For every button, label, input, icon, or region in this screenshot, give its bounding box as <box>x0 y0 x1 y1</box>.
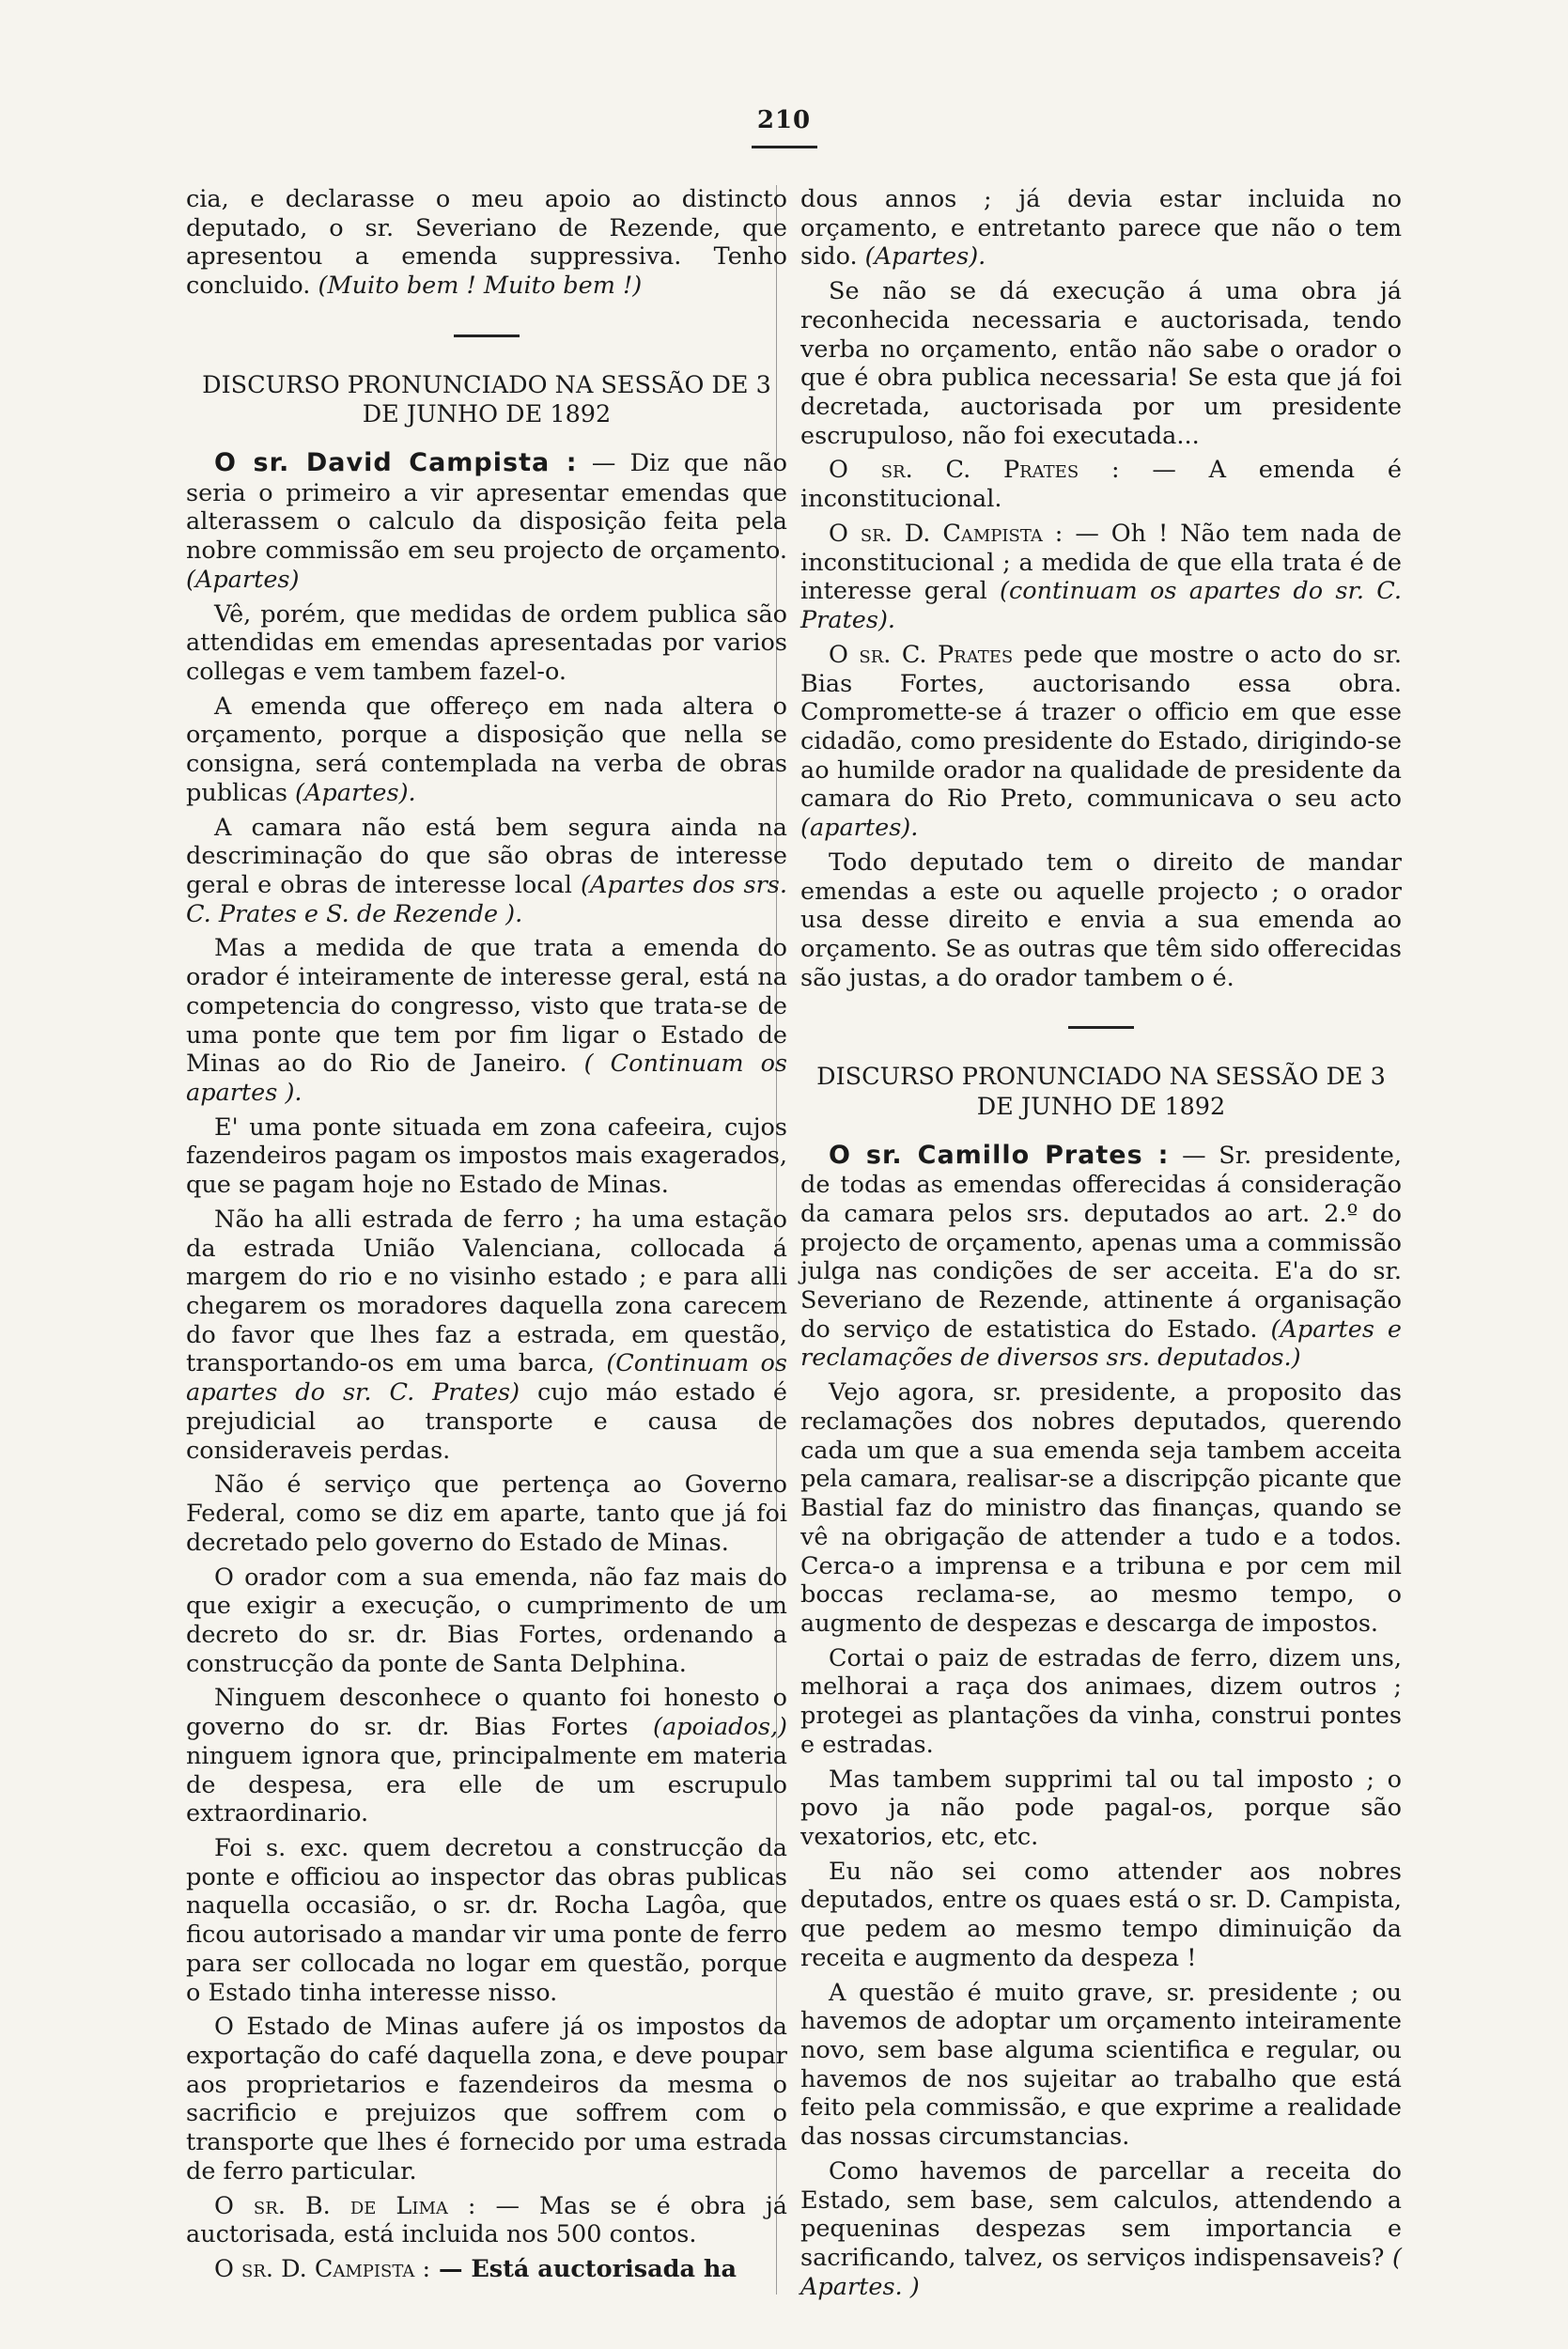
speaker-name: O sr. D. Campista : <box>829 519 1063 548</box>
aside-text: (Apartes). <box>287 778 416 807</box>
speaker-name: O sr. C. Prates : <box>829 456 1120 485</box>
paragraph-text: ninguem ignora que, principalmente em materia de despesa, era elle de um escrupulo extraordinario. <box>186 1741 787 1828</box>
aside-text: (Continuam os apartes do sr. C. Prates) <box>186 1349 787 1408</box>
aside-text: ( Continuam os apartes ). <box>186 1050 788 1107</box>
paragraph: Se não se dá execução á uma obra já reconhecida necessaria e auctorisada, tendo verba no orçamento, então não sabe o orador o que é obra publica necessaria! Se esta que já foi decretada, auctorisada por um presidente escrupuloso, não foi executada... <box>800 277 1402 450</box>
paragraph <box>800 641 1402 843</box>
aside-text: (Muito bem ! Muito bem !) <box>318 272 643 301</box>
paragraph <box>186 692 787 808</box>
section-rule <box>1068 1026 1134 1029</box>
paragraph-text: dous annos ; já devia estar incluida no orçamento, e entretanto parece que não o tem sido. <box>800 185 1402 272</box>
paragraph-text: cia, e declarasse o meu apoio ao distincto deputado, o sr. Severiano de Rezende, que apresentou a emenda suppressiva. Tenho concluido. <box>186 185 787 301</box>
paragraph <box>800 1141 1402 1374</box>
speaker-name: O sr. B. de Lima : <box>214 2191 476 2220</box>
paragraph-text: A camara não está bem segura ainda na descriminação do que são obras de interesse geral e obras de interesse local <box>186 813 787 899</box>
left-column <box>186 185 787 2290</box>
paragraph: Mas tambem supprimi tal ou tal imposto ; o povo ja não pode pagal-os, porque são vexatorios, etc, etc. <box>800 1765 1402 1851</box>
paragraph-text: — Diz que não seria o primeiro a vir apresentar emendas que alterassem o calculo da disposição feita pela nobre commissão em seu projecto de orçamento. <box>186 449 787 566</box>
aside-text: (Apartes e reclamações de diversos srs. deputados.) <box>800 1315 1402 1373</box>
paragraph <box>186 1684 787 1828</box>
paragraph-text: — Está auctorisada ha <box>430 2255 737 2284</box>
aside-text: (Apartes) <box>186 565 300 594</box>
aside-text: (Apartes). <box>857 242 986 272</box>
speaker-name: O sr. Camillo Prates : <box>829 1140 1170 1170</box>
paragraph: Eu não sei como attender aos nobres deputados, entre os quaes está o sr. D. Campista, que pedem ao mesmo tempo diminuição da receita e augmento da despeza ! <box>800 1857 1402 1972</box>
speech-heading: DISCURSO PRONUNCIADO NA SESSÃO DE 3 DE JUNHO DE 1892 <box>816 1063 1386 1121</box>
speaker-name: O sr. C. Prates <box>829 640 1014 669</box>
paragraph-text: cujo máo estado é prejudicial ao transporte e causa de consideraveis perdas. <box>186 1378 788 1465</box>
paragraph-text: pede que mostre o acto do sr. Bias Fortes, auctorisando essa obra. Compromette-se á trazer o officio em que esse cidadão, como presidente do Estado, dirigindo-se ao humilde orador na qualidade de presidente da camara do Rio Preto, communicava o seu acto <box>800 640 1403 814</box>
paragraph: Vê, porém, que medidas de ordem publica são attendidas em emendas apresentadas por varios collegas e vem tambem fazel-o. <box>186 599 787 686</box>
paragraph <box>186 2192 787 2249</box>
speaker-name: O sr. David Campista : <box>214 448 578 478</box>
paragraph-text: Mas a medida de que trata a emenda do orador é inteiramente de interesse geral, está na competencia do congresso, visto que trata-se de uma ponte que tem por fim ligar o Estado de Minas ao do Rio de Janeiro. <box>186 934 787 1079</box>
paragraph: Todo deputado tem o direito de mandar emendas a este ou aquelle projecto ; o orador usa desse direito e envia a sua emenda ao orçamento. Se as outras que têm sido offerecidas são justas, a do orador tambem o é. <box>800 848 1402 992</box>
paragraph <box>186 2255 787 2284</box>
paragraph: Não é serviço que pertença ao Governo Federal, como se diz em aparte, tanto que já foi decretado pelo governo do Estado de Minas. <box>186 1470 787 1557</box>
paragraph: Foi s. exc. quem decretou a construcção da ponte e officiou ao inspector das obras publicas naquella occasião, o sr. dr. Rocha Lagôa, que ficou autorisado a mandar vir uma ponte de ferro para ser collocada no logar em questão, porque o Estado tinha interesse nisso. <box>186 1833 787 2007</box>
page-number: 210 <box>756 106 812 134</box>
paragraph: Vejo agora, sr. presidente, a proposito das reclamações dos nobres deputados, querendo cada um que a sua emenda seja tambem acceita pela camara, realisar-se a discripção picante que Bastial faz do ministro das finanças, quando se vê na obrigação de attender a tudo e a todos. Cerca-o a imprensa e a tribuna e por cem mil boccas reclama-se, ao mesmo tempo, o augmento de despezas e descarga de impostos. <box>800 1378 1402 1638</box>
aside-text: (apoiados,) <box>628 1713 787 1742</box>
paragraph <box>800 456 1402 513</box>
aside-text: ( Apartes. ) <box>800 2244 1402 2301</box>
paragraph: Cortai o paiz de estradas de ferro, dizem uns, melhorai a raça dos animaes, dizem outros ; protegei as plantações da vinha, construi pontes e estradas. <box>800 1643 1402 1759</box>
paragraph <box>186 185 787 301</box>
paragraph <box>800 185 1402 272</box>
section-rule <box>454 334 520 337</box>
paragraph: A questão é muito grave, sr. presidente ; ou havemos de adoptar um orçamento inteiramente novo, sem base alguma scientifica e regular, ou havemos de nos sujeitar ao trabalho que está feito pela commissão, e que exprime a realidade das nossas circumstancias. <box>800 1978 1402 2152</box>
paragraph <box>800 520 1402 635</box>
paragraph-text: — Sr. presidente, de todas as emendas offerecidas á consideração da camara pelos srs. deputados ao art. 2.º do projecto de orçamento, apenas uma a commissão julga nas condições de ser acceita. E'a do sr. Severiano de Rezende, attinente á organisação do serviço de estatistica do Estado. <box>800 1141 1402 1344</box>
paragraph-text: — Oh ! Não tem nada de inconstitucional ; a medida de que ella trata é de interesse geral <box>800 519 1402 606</box>
paragraph <box>186 1206 787 1465</box>
aside-text: (apartes). <box>800 814 919 843</box>
paragraph-text: — A emenda é inconstitucional. <box>800 456 1402 514</box>
paragraph <box>186 448 787 594</box>
speech-heading: DISCURSO PRONUNCIADO NA SESSÃO DE 3 DE JUNHO DE 1892 <box>202 370 771 428</box>
paragraph <box>186 934 787 1107</box>
paragraph-text: — Mas se é obra já auctorisada, está incluida nos 500 contos. <box>186 2191 787 2249</box>
paragraph-text: Ninguem desconhece o quanto foi honesto o governo do sr. dr. Bias Fortes <box>186 1684 787 1742</box>
paragraph: E' uma ponte situada em zona cafeeira, cujos fazendeiros pagam os impostos mais exagerados, que se pagam hoje no Estado de Minas. <box>186 1112 787 1200</box>
paragraph: O Estado de Minas aufere já os impostos da exportação do café daquella zona, e deve poupar aos proprietarios e fazendeiros da mesma o sacrificio e prejuizos que soffrem com o transporte que lhes é fornecido por uma estrada de ferro particular. <box>186 2013 787 2186</box>
page-number-rule <box>752 146 817 148</box>
aside-text: (continuam os apartes do sr. C. Prates). <box>800 577 1402 635</box>
paragraph-text: Não ha alli estrada de ferro ; ha uma estação da estrada União Valenciana, collocada á margem do rio e no visinho estado ; e para alli chegarem os moradores daquella zona carecem do favor que lhes faz a estrada, em questão, transportando-os em uma barca, <box>186 1205 787 1378</box>
right-column <box>800 185 1402 2307</box>
speaker-name: O sr. D. Campista : <box>214 2255 431 2284</box>
paragraph <box>800 2157 1402 2302</box>
paragraph-text: Como havemos de parcellar a receita do Estado, sem base, sem calculos, attendendo a pequeninas despezas sem importancia e sacrificando, talvez, os serviços indispensaveis? <box>800 2156 1402 2273</box>
paragraph-text: A emenda que offereço em nada altera o orçamento, porque a disposição que nella se consigna, será contemplada na verba de obras publicas <box>186 692 787 807</box>
paragraph <box>186 814 787 929</box>
aside-text: (Apartes dos srs. C. Prates e S. de Rezende ). <box>186 870 787 928</box>
paragraph: O orador com a sua emenda, não faz mais do que exigir a execução, o cumprimento de um decreto do sr. dr. Bias Fortes, ordenando a construcção da ponte de Santa Delphina. <box>186 1563 787 1678</box>
